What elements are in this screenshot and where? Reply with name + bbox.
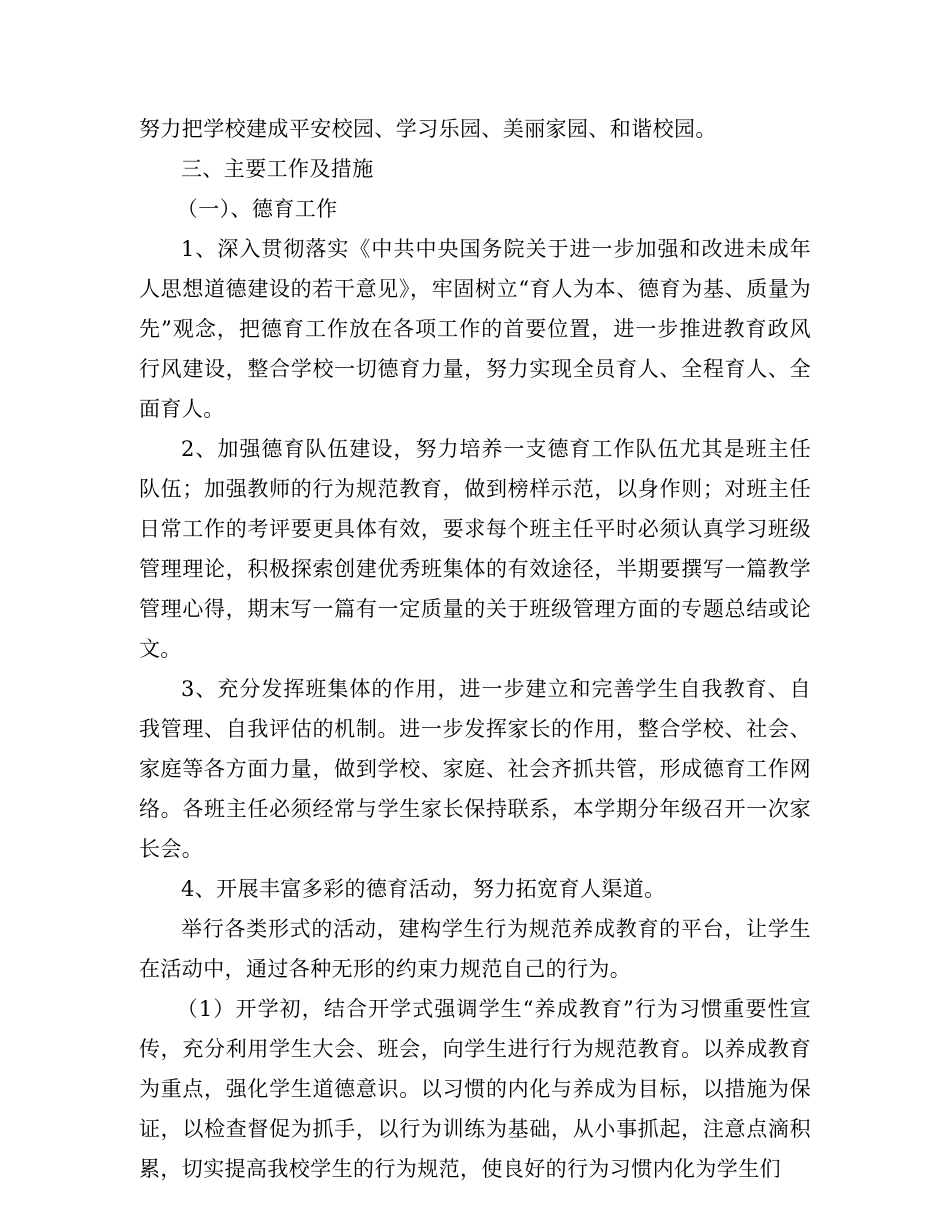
section-heading: 三、主要工作及措施 <box>181 157 374 181</box>
paragraph-item-4: 4、开展丰富多彩的德育活动，努力拓宽育人渠道。 <box>181 877 666 901</box>
paragraph-item-2: 2、加强德育队伍建设，努力培养一支德育工作队伍尤其是班主任队伍；加强教师的行为规范教育，做到榜样示范，以身作则；对班主任日常工作的考评要更具体有效，要求每个班主任平时必须认真学习班级管理理论，积极探索创建优秀班集体的有效途径，半期要撰写一篇教学管理心得，期末写一篇有一定质量的关于班级管理方面的专题总结或论文。 <box>139 437 811 661</box>
paragraph-item-1: 1、深入贯彻落实《中共中央国务院关于进一步加强和改进未成年人思想道德建设的若干意见》，牢固树立“育人为本、德育为基、质量为先”观念，把德育工作放在各项工作的首要位置，进一步推进教育政风行风建设，整合学校一切德育力量，努力实现全员育人、全程育人、全面育人。 <box>139 237 811 421</box>
subsection-heading: （一）、德育工作 <box>176 197 338 221</box>
document-body <box>139 109 811 1189</box>
paragraph-continuation: 努力把学校建成平安校园、学习乐园、美丽家园、和谐校园。 <box>139 117 717 141</box>
paragraph-subitem-1: （1）开学初，结合开学式强调学生“养成教育”行为习惯重要性宣传，充分利用学生大会、班会，向学生进行行为规范教育。以养成教育为重点，强化学生道德意识。以习惯的内化与养成为目标，以措施为保证，以检查督促为抓手，以行为训练为基础，从小事抓起，注意点滴积累，切实提高我校学生的行为规范，使良好的行为习惯内化为学生们 <box>139 997 811 1181</box>
paragraph-activities: 举行各类形式的活动，建构学生行为规范养成教育的平台，让学生在活动中，通过各种无形的约束力规范自己的行为。 <box>139 917 811 981</box>
paragraph-item-3: 3、充分发挥班集体的作用，进一步建立和完善学生自我教育、自我管理、自我评估的机制。进一步发挥家长的作用，整合学校、社会、家庭等各方面力量，做到学校、家庭、社会齐抓共管，形成德育工作网络。各班主任必须经常与学生家长保持联系，本学期分年级召开一次家长会。 <box>139 677 811 861</box>
